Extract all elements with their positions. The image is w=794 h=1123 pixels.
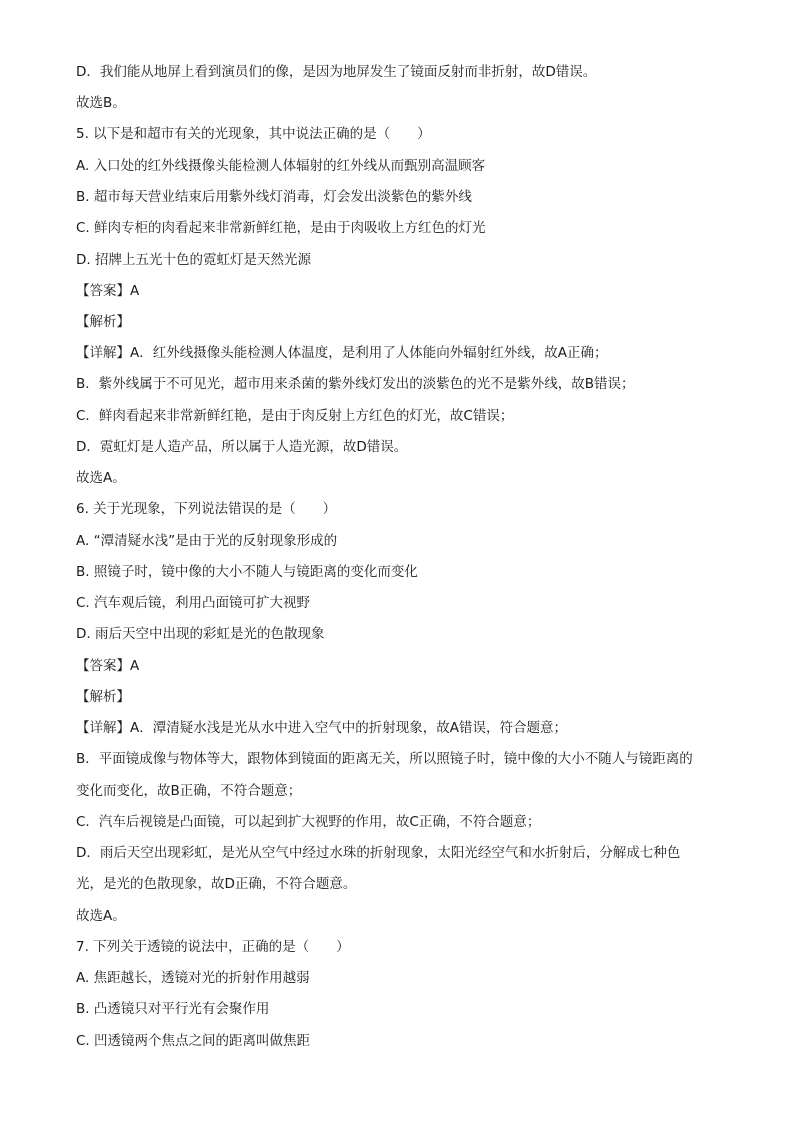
explanation-line: D．雨后天空出现彩虹，是光从空气中经过水珠的折射现象，太阳光经空气和水折射后，分解成七种色 (76, 845, 681, 861)
explanation-line: B．紫外线属于不可见光，超市用来杀菌的紫外线灯发出的淡紫色的光不是紫外线，故B错误； (76, 376, 635, 392)
option-b: B. 超市每天营业结束后用紫外线灯消毒，灯会发出淡紫色的紫外线 (76, 189, 472, 205)
option-c: C. 汽车观后镜，利用凸面镜可扩大视野 (76, 595, 311, 611)
option-a: A. 入口处的红外线摄像头能检测人体辐射的红外线从而甄别高温顾客 (76, 158, 486, 174)
text-line: D．我们能从地屏上看到演员们的像，是因为地屏发生了镜面反射而非折射，故D错误。 (76, 64, 597, 80)
option-d: D. 招牌上五光十色的霓虹灯是天然光源 (76, 252, 311, 268)
option-a: A. “潭清疑水浅”是由于光的反射现象形成的 (76, 533, 338, 549)
option-a: A. 焦距越长，透镜对光的折射作用越弱 (76, 970, 310, 986)
analysis-label: 【解析】 (76, 314, 130, 330)
answer-label: 【答案】A (76, 283, 140, 299)
question-stem: 6. 关于光现象，下列说法错误的是（ ） (76, 501, 337, 517)
option-d: D. 雨后天空中出现的彩虹是光的色散现象 (76, 626, 325, 642)
option-c: C. 凹透镜两个焦点之间的距离叫做焦距 (76, 1033, 311, 1049)
answer-label: 【答案】A (76, 658, 140, 674)
option-c: C. 鲜肉专柜的肉看起来非常新鲜红艳，是由于肉吸收上方红色的灯光 (76, 220, 486, 236)
explanation-line: B．平面镜成像与物体等大，跟物体到镜面的距离无关，所以照镜子时，镜中像的大小不随人与镜距离的 (76, 751, 693, 767)
conclusion-line: 故选A。 (76, 470, 126, 486)
explanation-line: 【详解】A．红外线摄像头能检测人体温度，是利用了人体能向外辐射红外线，故A正确； (76, 345, 608, 361)
explanation-line: 光，是光的色散现象，故D正确，不符合题意。 (76, 876, 357, 892)
conclusion-line: 故选A。 (76, 908, 126, 924)
question-stem: 7. 下列关于透镜的说法中，正确的是（ ） (76, 939, 350, 955)
option-b: B. 凸透镜只对平行光有会聚作用 (76, 1001, 270, 1017)
explanation-line: C．汽车后视镜是凸面镜，可以起到扩大视野的作用，故C正确，不符合题意； (76, 814, 541, 830)
explanation-line: 【详解】A．潭清疑水浅是光从水中进入空气中的折射现象，故A错误，符合题意； (76, 720, 567, 736)
question-stem: 5. 以下是和超市有关的光现象，其中说法正确的是（ ） (76, 126, 431, 142)
explanation-line: 变化而变化，故B正确，不符合题意； (76, 783, 302, 799)
analysis-label: 【解析】 (76, 689, 130, 705)
explanation-line: C．鲜肉看起来非常新鲜红艳，是由于肉反射上方红色的灯光，故C错误； (76, 408, 514, 424)
option-b: B. 照镜子时，镜中像的大小不随人与镜距离的变化而变化 (76, 564, 418, 580)
explanation-line: D．霓虹灯是人造产品，所以属于人造光源，故D错误。 (76, 439, 408, 455)
text-line: 故选B。 (76, 95, 126, 111)
